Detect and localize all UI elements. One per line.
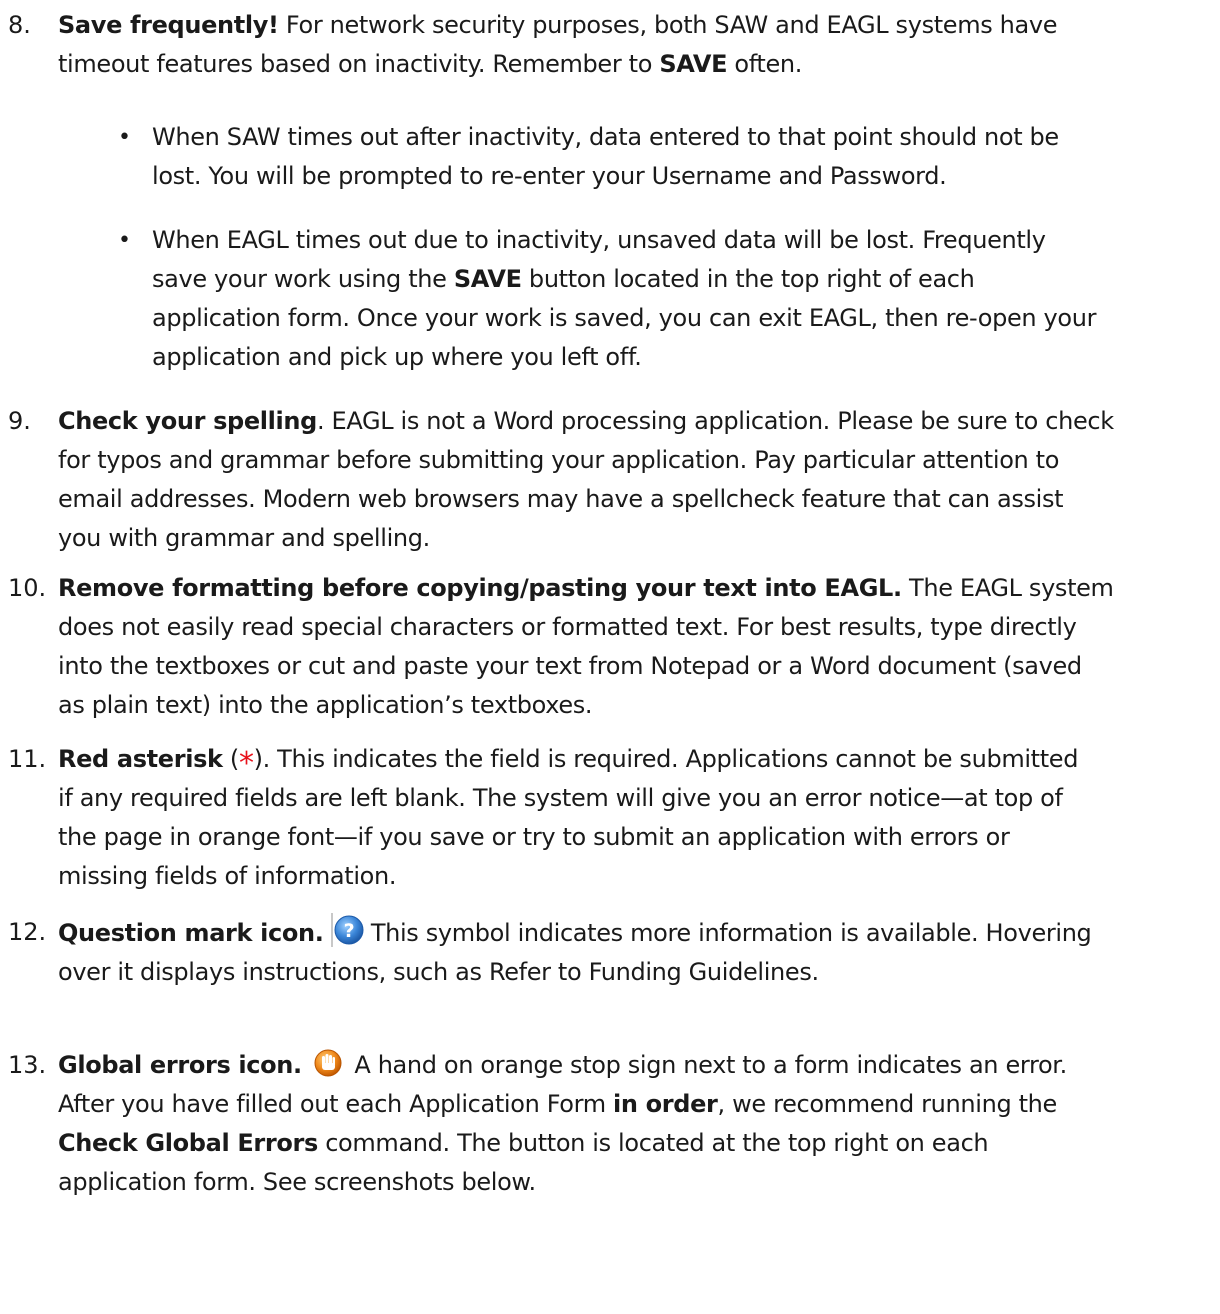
text-run: does not easily read special characters or formatted text. For best results, type directly xyxy=(58,613,1077,641)
text-run: , we recommend running the xyxy=(717,1090,1057,1118)
item-text xyxy=(58,569,1218,725)
text-run: email addresses. Modern web browsers may have a spellcheck feature that can assist xyxy=(58,485,1064,513)
bullet-dot: • xyxy=(118,228,131,253)
text-run: into the textboxes or cut and paste your text from Notepad or a Word document (saved xyxy=(58,652,1082,680)
item-heading: Check your spelling xyxy=(58,407,317,435)
text-run: command. The button is located at the top right on each xyxy=(317,1129,989,1157)
text-run: missing fields of information. xyxy=(58,862,397,890)
text-run: When SAW times out after inactivity, data entered to that point should not be xyxy=(152,123,1059,151)
text-run: After you have filled out each Application Form xyxy=(58,1090,614,1118)
item-number: 12. xyxy=(8,918,47,946)
text-run: . EAGL is not a Word processing application. Please be sure to check xyxy=(316,407,1114,435)
text-run: for typos and grammar before submitting your application. Pay particular attention to xyxy=(58,446,1060,474)
text-run: ). This indicates the field is required. Applications cannot be submitted xyxy=(253,745,1079,773)
svg-text:?: ? xyxy=(343,920,355,942)
bullet-text xyxy=(152,221,1207,377)
text-run: often. xyxy=(727,50,803,78)
bullet-text xyxy=(152,118,1207,196)
item-heading: Red asterisk xyxy=(58,745,223,773)
text-run: save your work using the xyxy=(152,265,454,293)
item-number: 10. xyxy=(8,574,47,602)
emphasis: in order xyxy=(613,1090,718,1118)
text-run: application and pick up where you left off. xyxy=(152,343,642,371)
item-heading: Question mark icon. xyxy=(58,919,324,947)
item-heading: Remove formatting before copying/pasting your text into EAGL. xyxy=(58,574,902,602)
text-run: application form. See screenshots below. xyxy=(58,1168,536,1196)
bullet-dot: • xyxy=(118,125,131,150)
text-run: application form. Once your work is saved, you can exit EAGL, then re-open your xyxy=(152,304,1097,332)
item-text xyxy=(58,740,1218,896)
item-text xyxy=(58,1046,1218,1202)
text-run: A hand on orange stop sign next to a form indicates an error. xyxy=(347,1051,1067,1079)
item-heading: Save frequently! xyxy=(58,11,279,39)
item-number: 13. xyxy=(8,1051,47,1079)
item-heading: Global errors icon. xyxy=(58,1051,302,1079)
item-number: 11. xyxy=(8,745,47,773)
text-run: This symbol indicates more information is available. Hovering xyxy=(370,919,1092,947)
text-run: if any required fields are left blank. The system will give you an error notice—at top of xyxy=(58,784,1063,812)
hand-stop-icon xyxy=(313,1048,343,1078)
emphasis: Check Global Errors xyxy=(58,1129,318,1157)
item-text xyxy=(58,6,1218,84)
text-run: The EAGL system xyxy=(901,574,1114,602)
text-run: you with grammar and spelling. xyxy=(58,524,430,552)
item-text xyxy=(58,913,1218,992)
text-run: as plain text) into the application’s textboxes. xyxy=(58,691,593,719)
item-number: 9. xyxy=(8,407,31,435)
text-run: lost. You will be prompted to re-enter your Username and Password. xyxy=(152,162,947,190)
text-run: For network security purposes, both SAW and EAGL systems have xyxy=(278,11,1058,39)
text-run: ( xyxy=(222,745,239,773)
red-asterisk-icon: * xyxy=(238,746,254,781)
text-run: timeout features based on inactivity. Remember to xyxy=(58,50,660,78)
emphasis: SAVE xyxy=(659,50,728,78)
text-run: over it displays instructions, such as Refer to Funding Guidelines. xyxy=(58,958,819,986)
question-mark-icon xyxy=(331,913,365,947)
text-run: button located in the top right of each xyxy=(521,265,975,293)
item-number: 8. xyxy=(8,11,31,39)
text-run: When EAGL times out due to inactivity, unsaved data will be lost. Frequently xyxy=(152,226,1046,254)
item-text xyxy=(58,402,1218,558)
emphasis: SAVE xyxy=(453,265,522,293)
text-run: the page in orange font—if you save or try to submit an application with errors or xyxy=(58,823,1010,851)
